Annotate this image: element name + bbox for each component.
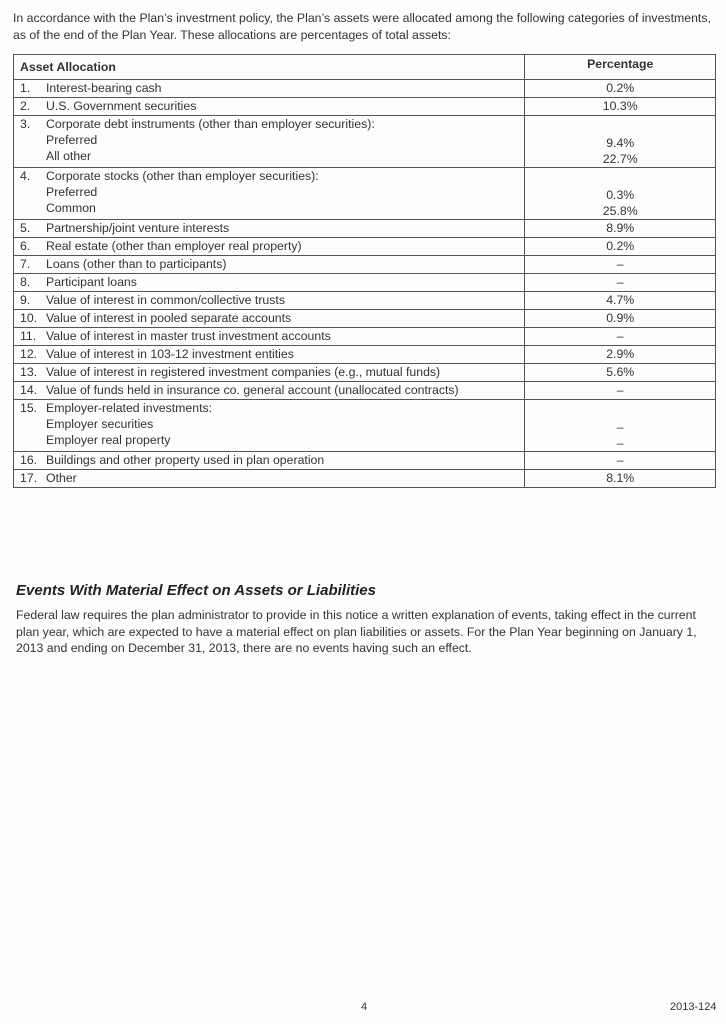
percentage-cell xyxy=(525,400,716,452)
percentage-cell xyxy=(525,470,716,488)
spacer xyxy=(531,171,709,187)
row-number: 7. xyxy=(20,257,31,271)
percentage-value: 10.3% xyxy=(602,99,638,113)
asset-subcategory-label: Common xyxy=(46,201,96,215)
percentage-value: 2.9% xyxy=(606,347,635,361)
percentage-value: 5.6% xyxy=(606,365,635,379)
page-number: 4 xyxy=(361,1001,368,1013)
table-row xyxy=(14,452,716,470)
percentage-cell xyxy=(525,220,716,238)
asset-category-label: Corporate debt instruments (other than employer securities): xyxy=(46,117,375,131)
row-number: 6. xyxy=(20,239,31,253)
asset-allocation-table xyxy=(13,54,716,488)
percentage-value: 8.9% xyxy=(606,221,635,235)
asset-category-cell xyxy=(14,470,525,488)
percentage-cell xyxy=(525,98,716,116)
row-number: 2. xyxy=(20,99,31,113)
row-number: 13. xyxy=(20,365,38,379)
asset-category-label: Value of interest in master trust investment accounts xyxy=(46,329,331,343)
asset-category-cell xyxy=(14,364,525,382)
asset-category-cell xyxy=(14,346,525,364)
percentage-cell xyxy=(525,238,716,256)
document-code: 2013-124 xyxy=(670,1001,717,1013)
asset-subcategory-label: Employer securities xyxy=(46,417,154,431)
asset-category-label: Real estate (other than employer real property) xyxy=(46,239,302,253)
table-row xyxy=(14,168,716,220)
spacer xyxy=(531,119,709,135)
asset-category-label: Value of funds held in insurance co. general account (unallocated contracts) xyxy=(46,383,459,397)
table-header-row xyxy=(14,55,716,80)
table-row xyxy=(14,238,716,256)
table-row xyxy=(14,98,716,116)
percentage-cell xyxy=(525,452,716,470)
percentage-value: 4.7% xyxy=(606,293,635,307)
table-row xyxy=(14,310,716,328)
percentage-cell xyxy=(525,328,716,346)
table-row xyxy=(14,382,716,400)
row-number: 9. xyxy=(20,293,31,307)
asset-category-label: U.S. Government securities xyxy=(46,99,197,113)
row-number: 5. xyxy=(20,221,31,235)
percentage-value: 0.9% xyxy=(606,311,635,325)
asset-category-cell xyxy=(14,400,525,452)
events-heading: Events With Material Effect on Assets or Liabilities xyxy=(16,582,376,599)
percentage-value: – xyxy=(616,257,624,271)
table-row xyxy=(14,220,716,238)
sub-percentage-value: – xyxy=(616,436,624,450)
asset-subcategory-label: Preferred xyxy=(46,133,98,147)
table-row xyxy=(14,346,716,364)
row-number: 14. xyxy=(20,383,38,397)
row-number: 17. xyxy=(20,471,38,485)
asset-category-cell xyxy=(14,220,525,238)
table-row xyxy=(14,328,716,346)
asset-category-label: Partnership/joint venture interests xyxy=(46,221,230,235)
asset-category-cell xyxy=(14,98,525,116)
asset-category-cell xyxy=(14,382,525,400)
asset-category-cell xyxy=(14,292,525,310)
asset-subcategory-label: Employer real property xyxy=(46,433,171,447)
asset-category-cell xyxy=(14,310,525,328)
sub-percentage-value: 9.4% xyxy=(606,136,635,150)
table-row xyxy=(14,292,716,310)
asset-category-cell xyxy=(14,328,525,346)
table-body xyxy=(14,80,716,488)
percentage-value: – xyxy=(616,275,624,289)
asset-category-cell xyxy=(14,116,525,168)
table-row xyxy=(14,256,716,274)
percentage-cell xyxy=(525,364,716,382)
row-number: 11. xyxy=(20,329,37,343)
asset-category-label: Corporate stocks (other than employer securities): xyxy=(46,169,319,183)
asset-category-label: Employer-related investments: xyxy=(46,401,213,415)
percentage-cell xyxy=(525,310,716,328)
asset-category-cell xyxy=(14,80,525,98)
header-asset-allocation: Asset Allocation xyxy=(14,55,525,80)
percentage-value: – xyxy=(616,383,624,397)
asset-category-cell xyxy=(14,274,525,292)
asset-category-label: Participant loans xyxy=(46,275,137,289)
percentage-value: 0.2% xyxy=(606,239,635,253)
sub-percentage-value: 0.3% xyxy=(606,188,635,202)
row-number: 12. xyxy=(20,347,38,361)
table-row xyxy=(14,80,716,98)
sub-percentage-value: – xyxy=(616,420,624,434)
percentage-cell xyxy=(525,382,716,400)
asset-subcategory-label: Preferred xyxy=(46,185,98,199)
row-number: 1. xyxy=(20,81,31,95)
table-row xyxy=(14,364,716,382)
row-number: 8. xyxy=(20,275,31,289)
table-row xyxy=(14,470,716,488)
row-number: 10. xyxy=(20,311,38,325)
percentage-value: – xyxy=(616,453,624,467)
spacer xyxy=(531,403,709,419)
asset-category-cell xyxy=(14,168,525,220)
percentage-value: 0.2% xyxy=(606,81,635,95)
asset-category-label: Interest-bearing cash xyxy=(46,81,162,95)
sub-percentage-value: 25.8% xyxy=(602,204,638,218)
table-row xyxy=(14,274,716,292)
percentage-value: – xyxy=(616,329,624,343)
intro-paragraph: In accordance with the Plan’s investment policy, the Plan’s assets were allocated among the following categories of investments, as of the end of the Plan Year. These allocations are percentages of total assets: xyxy=(13,11,711,42)
percentage-cell xyxy=(525,80,716,98)
asset-category-cell xyxy=(14,452,525,470)
asset-category-label: Value of interest in pooled separate accounts xyxy=(46,311,292,325)
asset-category-label: Loans (other than to participants) xyxy=(46,257,227,271)
percentage-cell xyxy=(525,274,716,292)
row-number: 4. xyxy=(20,169,31,183)
asset-category-label: Value of interest in common/collective trusts xyxy=(46,293,285,307)
asset-subcategory-label: All other xyxy=(46,149,92,163)
asset-category-cell xyxy=(14,256,525,274)
percentage-cell xyxy=(525,346,716,364)
percentage-cell xyxy=(525,168,716,220)
percentage-cell xyxy=(525,292,716,310)
row-number: 15. xyxy=(20,401,38,415)
table-row xyxy=(14,400,716,452)
percentage-cell xyxy=(525,256,716,274)
percentage-cell xyxy=(525,116,716,168)
header-percentage: Percentage xyxy=(525,55,716,80)
row-number: 16. xyxy=(20,453,38,467)
sub-percentage-value: 22.7% xyxy=(602,152,638,166)
asset-category-label: Other xyxy=(46,471,77,485)
table-row xyxy=(14,116,716,168)
events-paragraph: Federal law requires the plan administrator to provide in this notice a written explanation of events, taking effect in the current plan year, which are expected to have a material effect on plan liabilities or assets. For the Plan Year beginning on January 1, 2013 and ending on December 31, 2013, there are no events having such an effect. xyxy=(16,608,697,655)
asset-category-label: Value of interest in 103-12 investment entities xyxy=(46,347,294,361)
percentage-value: 8.1% xyxy=(606,471,635,485)
asset-category-cell xyxy=(14,238,525,256)
asset-category-label: Buildings and other property used in plan operation xyxy=(46,453,325,467)
asset-category-label: Value of interest in registered investment companies (e.g., mutual funds) xyxy=(46,365,441,379)
row-number: 3. xyxy=(20,117,31,131)
